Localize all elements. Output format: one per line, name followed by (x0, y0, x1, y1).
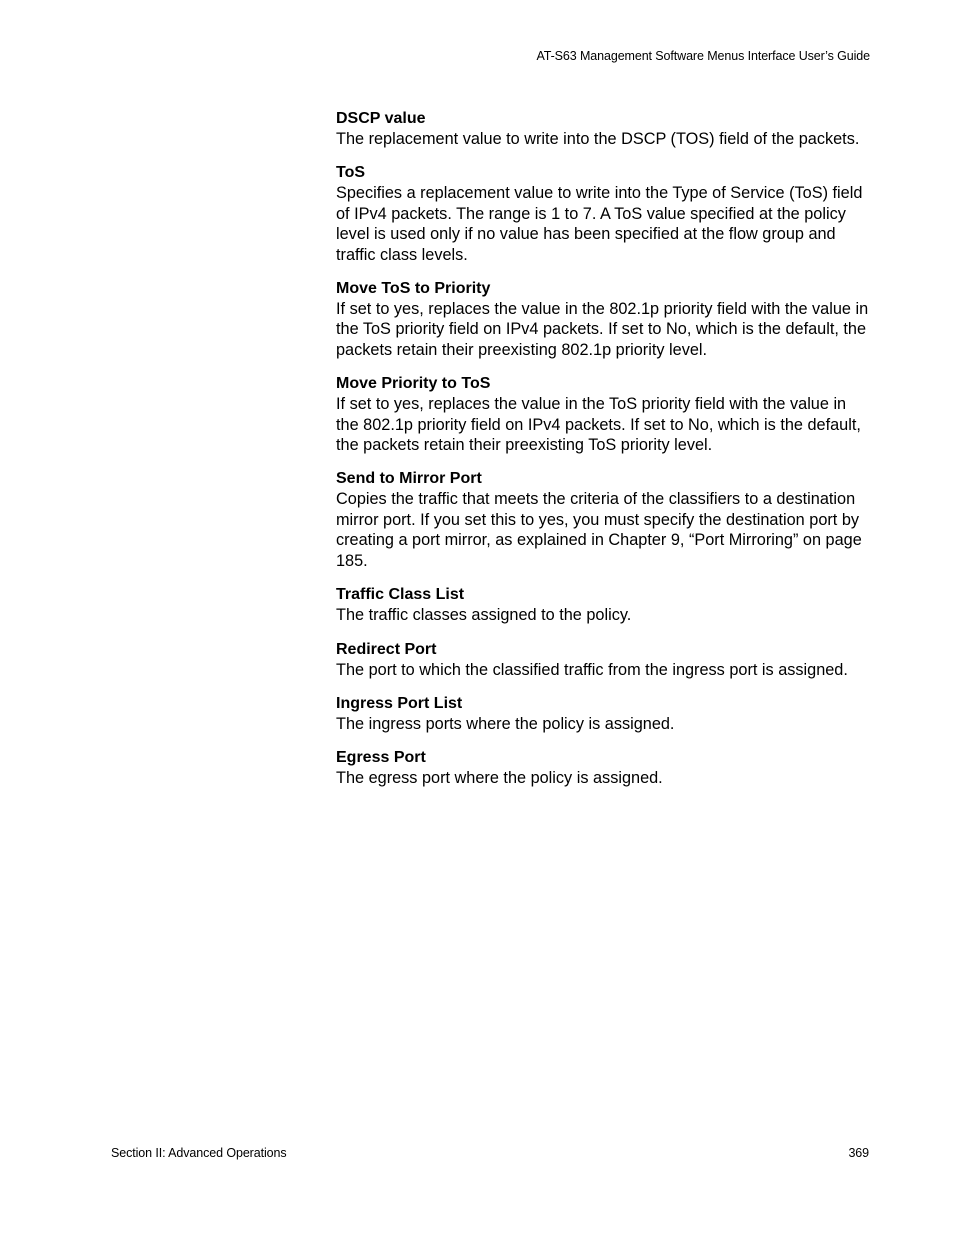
footer-section-title: Section II: Advanced Operations (111, 1146, 287, 1160)
definition-entry-dscp-value (336, 108, 870, 149)
definition-description: Specifies a replacement value to write into the Type of Service (ToS) field of IPv4 packets. The range is 1 to 7. A ToS value specified at the policy level is used only if no value has been specified at the flow group and traffic class levels. (336, 184, 863, 264)
definition-description: The port to which the classified traffic from the ingress port is assigned. (336, 660, 848, 679)
running-header: AT-S63 Management Software Menus Interface User’s Guide (536, 49, 870, 63)
definition-term: Egress Port (336, 749, 426, 767)
definition-entry-egress-port (336, 747, 870, 788)
definition-term: ToS (336, 164, 366, 182)
definition-term: Move Priority to ToS (336, 375, 491, 393)
definition-description: The replacement value to write into the DSCP (TOS) field of the packets. (336, 130, 860, 148)
definition-term: Traffic Class List (336, 586, 465, 604)
definition-entry-redirect-port (336, 639, 870, 680)
definition-entry-tos (336, 162, 870, 265)
definition-entry-send-to-mirror-port (336, 468, 870, 571)
definition-entry-move-tos-to-priority (336, 278, 870, 360)
definition-description: The egress port where the policy is assigned. (336, 769, 663, 788)
definition-term: Send to Mirror Port (336, 470, 482, 488)
definition-entry-move-priority-to-tos (336, 373, 870, 455)
definition-term: DSCP value (336, 110, 426, 127)
definition-description: If set to yes, replaces the value in the ToS priority field with the value in the 802.1p priority field on IPv4 packets. If set to No, which is the default, the packets retain their preexisting ToS priority level. (336, 395, 861, 455)
definition-entry-ingress-port-list (336, 693, 870, 734)
definition-term: Redirect Port (336, 640, 437, 658)
definition-entry-traffic-class-list (336, 584, 870, 625)
definition-description: If set to yes, replaces the value in the 802.1p priority field with the value in the ToS priority field on IPv4 packets. If set to No, which is the default, the packets retain their preexisting 802.1p priority level. (336, 300, 869, 359)
definition-term: Move ToS to Priority (336, 280, 491, 298)
definition-description: The traffic classes assigned to the policy. (336, 606, 632, 625)
page-number: 369 (848, 1146, 869, 1160)
definition-list (336, 108, 870, 802)
definition-term: Ingress Port List (336, 694, 463, 712)
definition-description: The ingress ports where the policy is assigned. (336, 714, 675, 733)
definition-description: Copies the traffic that meets the criteria of the classifiers to a destination mirror port. If you set this to yes, you must specify the destination port by creating a port mirror, as explained in Chapter 9, “Port Mirroring” on page 185. (336, 490, 862, 570)
